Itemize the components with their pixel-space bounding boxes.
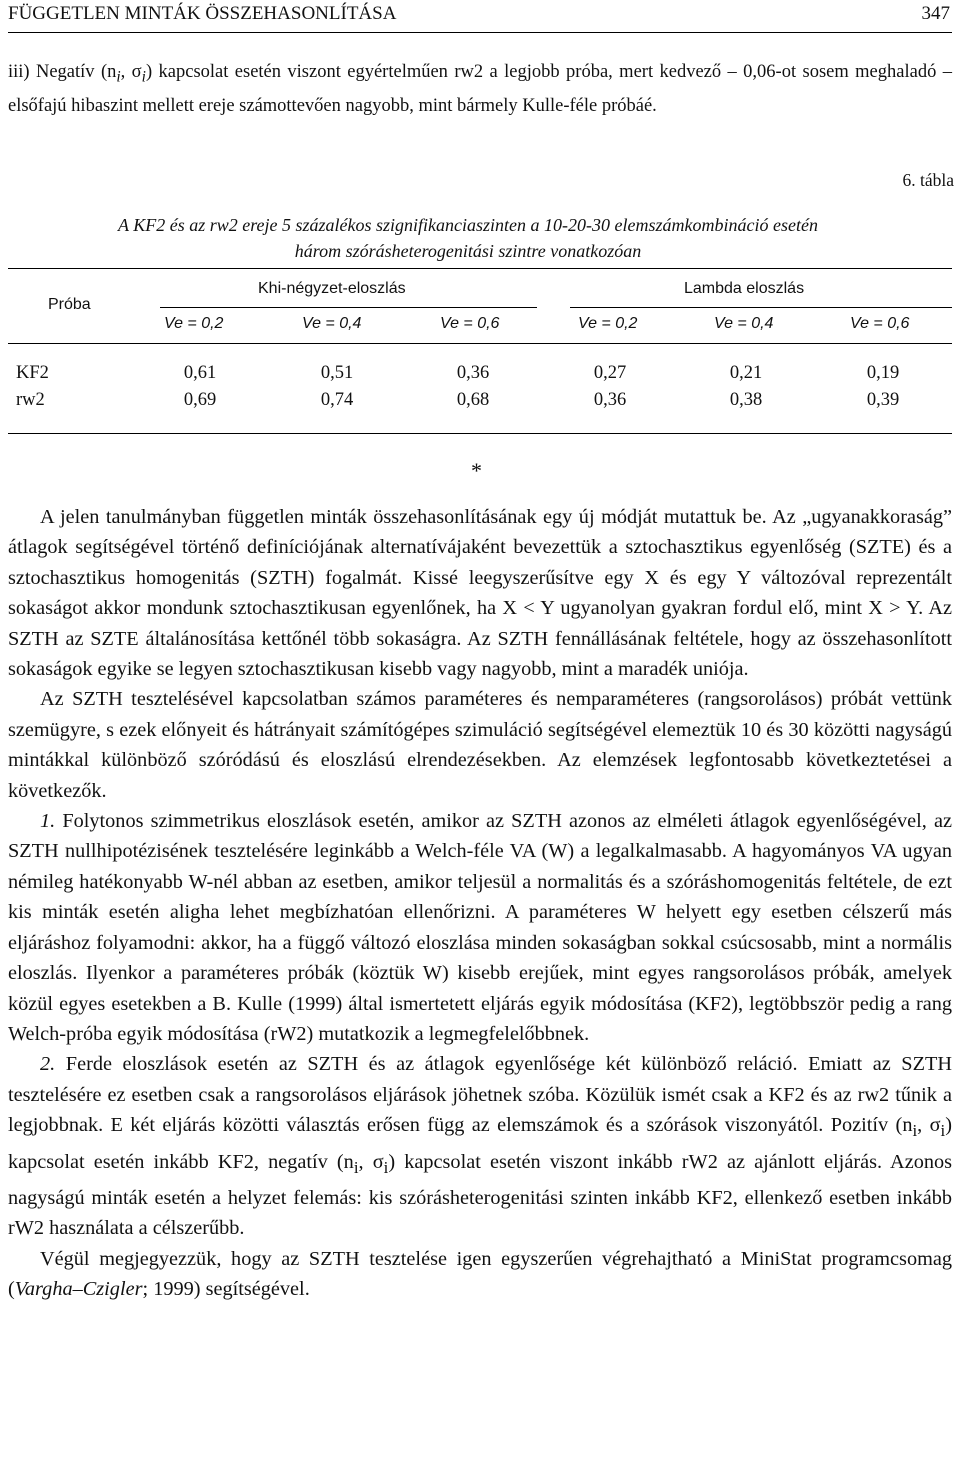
subheader-1: Ve = 0,2 [164,315,224,332]
table-cell: 0,68 [456,390,490,410]
table-bottom-rule [8,433,952,434]
group1-rule [160,307,537,308]
subheader-3: Ve = 0,6 [440,315,500,332]
subheader-4: Ve = 0,2 [578,315,638,332]
table-cell: 0,39 [866,390,900,410]
table-cell: 0,36 [456,363,490,383]
group1-header: Khi-négyzet-eloszlás [258,280,406,297]
col-proba: Próba [48,296,91,313]
paragraph-2: Az SZTH tesztelésével kapcsolatban számos paraméteres és nemparaméteres (rangsorolásos) próbát vettünk szemügyre, s ezek előnyeit és hátrányait számítógépes szimuláció segítségével elemeztük 10 és 30 közötti nagyságú mintákkal különböző szóródású és eloszlású elrendezésekben. Az elemzések legfontosabb következtetései a következők. [8,688,952,802]
subheader-6: Ve = 0,6 [850,315,910,332]
paragraph-4: 2. Ferde eloszlások esetén az SZTH és az átlagok egyenlősége két különböző reláció. Emiatt az SZTH tesztelésére ez esetben csak a rangsorolásos eljárások jöhetnek szóba. Közülük ismét csak a KF2 és az rw2 tűnik a legjobbnak. E két eljárás közötti választás erősen függ az elemszámok és a szórások viszonyától. Pozitív ($n_i$, $\sigma_i$) kapcsolat esetén inkább KF2, negatív ($n_i$, $\sigma_i$) kapcsolat esetén viszont inkább rW2 az ajánlott eljárás. Azonos nagyságú minták esetén a helyzet felemás: kis szórásheterogenitási szinten inkább KF2, ellenkező esetben inkább rW2 használata a célszerűbb. [8,1053,953,1240]
row-name-rw2: rw2 [16,390,45,410]
table-cell: 0,74 [320,390,354,410]
intro-paragraph: iii) Negatív ($n_i$, $\sigma_i$) kapcsolat esetén viszont egyértelműen rw2 a legjobb próba, mert kedvező – 0,06-ot sosem meghaladó – elsőfajú hibaszint mellett ereje számottevően nagyobb, mint bármely Kulle-féle próbáé. [8,62,952,116]
paragraph-1: A jelen tanulmányban független minták összehasonlításának egy új módját mutattuk be. Az „ugyanakkoraság” átlagok segítségével történő definíciójának alternatívájaként bevezettük a sztochasztikus egyenlőség (SZTE) és a sztochasztikus homogenitás (SZTH) fogalmát. Kissé leegyszerűsítve egy X és egy Y változóval reprezentált sokaságot akkor mondunk sztochasztikusan egyenlőnek, ha X < Y ugyanolyan gyakran fordul elő, mint X > Y. Az SZTH az SZTE általánosítása kettőnél több sokaságra. Az SZTH fennállásának feltétele, hogy az összehasonlított sokaságok egyike se legyen sztochasztikusan kisebb vagy nagyobb, mint a maradék uniója. [8,506,952,681]
table-cell: 0,69 [183,390,217,410]
table-header-rule [8,343,952,344]
table-cell: 0,38 [729,390,763,410]
table-cell: 0,21 [729,363,763,383]
table-cell: 0,51 [320,363,354,383]
section-separator: * [471,458,482,483]
table-cell: 0,36 [593,390,627,410]
group2-header: Lambda eloszlás [684,280,805,297]
group2-rule [570,307,952,308]
header-title: FÜGGETLEN MINTÁK ÖSSZEHASONLÍTÁSA [8,3,397,24]
table-label: 6. tábla [902,170,954,190]
table-cell: 0,19 [866,363,900,383]
subheader-2: Ve = 0,4 [302,315,362,332]
table-caption: A KF2 és az rw2 ereje 5 százalékos szignifikanciaszinten a 10-20-30 elemszámkombináció esetén három szórásheterogenitási szintre vonatkozóan [118,215,818,261]
table-top-rule [8,268,952,269]
paragraph-5: Végül megjegyezzük, hogy az SZTH tesztelése igen egyszerűen végrehajtható a MiniStat programcsomag (Vargha–Czigler; 1999) segítségével. [8,1247,952,1301]
body-text [8,502,952,1305]
table-cell: 0,61 [183,363,217,383]
table-cell: 0,27 [593,363,627,383]
paragraph-3: 1. Folytonos szimmetrikus eloszlások esetén, amikor az SZTH azonos az elméleti átlagok egyenlőségével, az SZTH nullhipotézisének tesztelésére leginkább a Welch-féle VA (W) a legalkalmasabb. A hagyományos VA ugyan némileg hatékonyabb W-nél abban az esetben, amikor teljesül a normalitás és a szóráshomogenitás feltétele, de ezt kis minták esetén aligha lehet megbízhatóan ellenőrizni. A paraméteres W helyett egy esetben célszerű más eljáráshoz folyamodni: akkor, ha a függő változó eloszlása minden sokaságban sokkal csúcsosabb, mint a normális eloszlás. Ilyenkor a paraméteres próbák (köztük W) kisebb erejűek, mint egyes rangsorolásos próbák, amelyek közül egyes esetekben a B. Kulle (1999) által ismertetett eljárás egyik módosítása (KF2), legtöbbször pedig a rang Welch-próba egyik módosítása (rW2) mutatkozik a legmegfelelőbbnek. [8,810,952,1045]
page-number: 347 [921,3,950,24]
subheader-5: Ve = 0,4 [714,315,774,332]
running-header [8,0,952,33]
row-name-kf2: KF2 [16,363,49,383]
